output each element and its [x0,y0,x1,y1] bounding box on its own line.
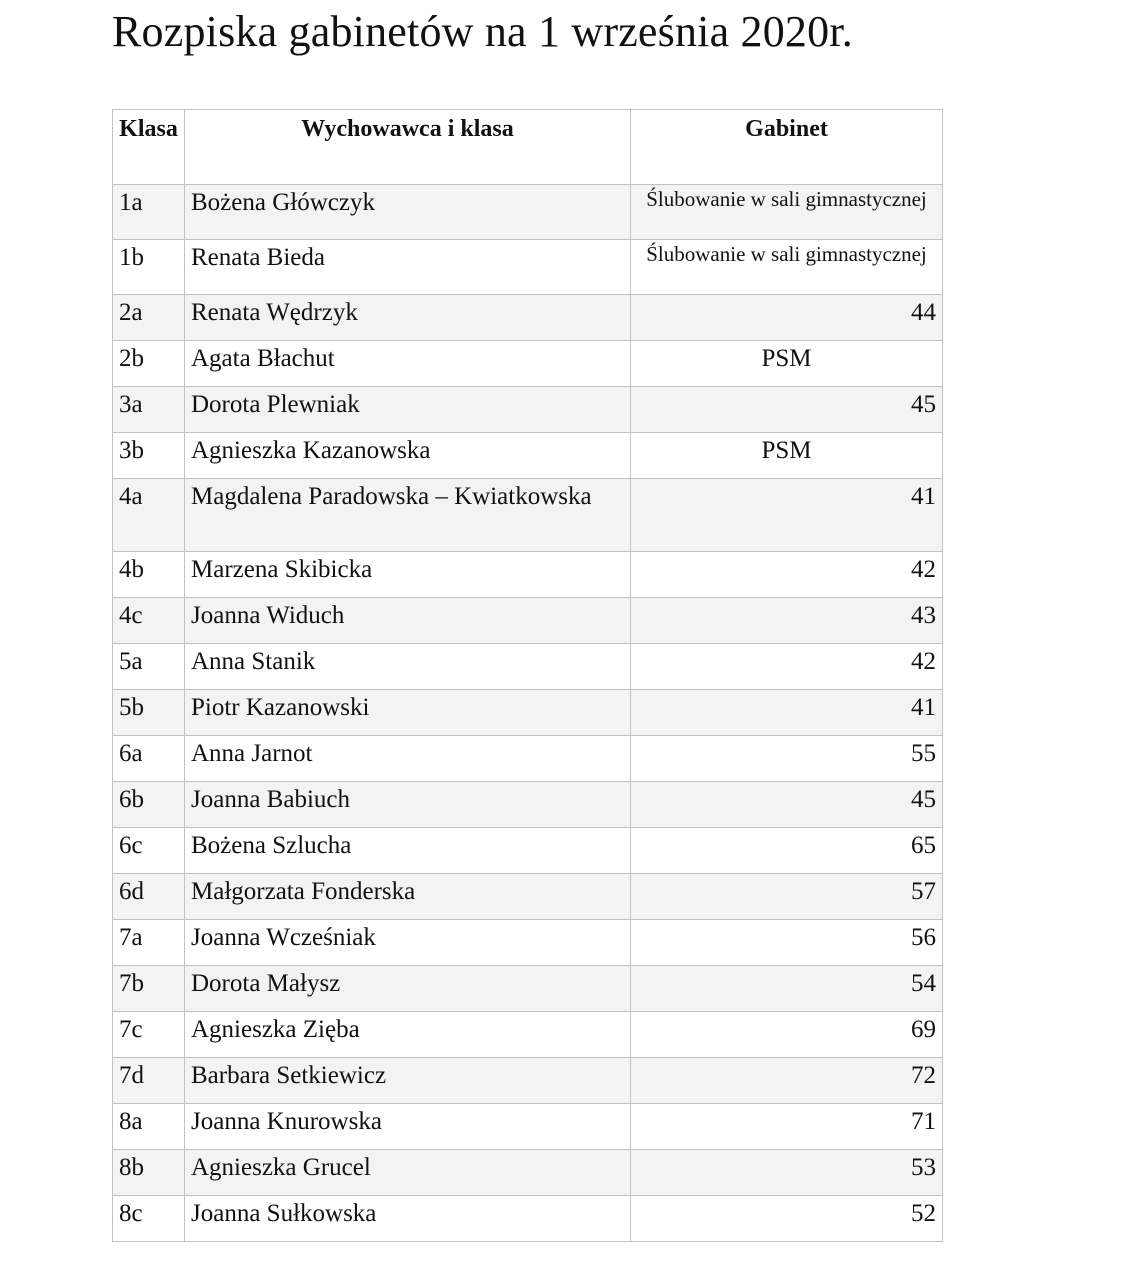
cell-klasa: 6a [113,736,185,782]
cell-wychowawca: Joanna Widuch [185,598,631,644]
cell-wychowawca: Anna Jarnot [185,736,631,782]
table-row [113,736,943,782]
header-gabinet: Gabinet [631,110,943,185]
table-row [113,240,943,295]
cell-wychowawca: Barbara Setkiewicz [185,1058,631,1104]
cell-wychowawca: Dorota Małysz [185,966,631,1012]
header-klasa: Klasa [113,110,185,185]
table-row [113,1150,943,1196]
cell-klasa: 5b [113,690,185,736]
table-row [113,341,943,387]
cell-wychowawca: Joanna Sułkowska [185,1196,631,1242]
cell-wychowawca: Piotr Kazanowski [185,690,631,736]
cell-wychowawca: Agata Błachut [185,341,631,387]
cell-klasa: 3b [113,433,185,479]
table-row [113,644,943,690]
table-row [113,1012,943,1058]
cell-wychowawca: Renata Bieda [185,240,631,295]
cell-wychowawca: Agnieszka Zięba [185,1012,631,1058]
cell-wychowawca: Dorota Plewniak [185,387,631,433]
table-row [113,828,943,874]
cell-klasa: 2b [113,341,185,387]
cell-wychowawca: Marzena Skibicka [185,552,631,598]
cell-gabinet: 44 [631,295,943,341]
cell-klasa: 8b [113,1150,185,1196]
cell-gabinet: 72 [631,1058,943,1104]
cell-gabinet: 41 [631,690,943,736]
cell-wychowawca: Magdalena Paradowska – Kwiatkowska [185,479,631,552]
table-body [113,185,943,1242]
cell-gabinet: Ślubowanie w sali gimnastycznej [631,240,943,295]
cell-gabinet: 53 [631,1150,943,1196]
cell-gabinet: PSM [631,341,943,387]
cell-gabinet: 42 [631,552,943,598]
cell-gabinet: 69 [631,1012,943,1058]
cell-klasa: 3a [113,387,185,433]
table-row [113,966,943,1012]
table-row [113,874,943,920]
table-row [113,552,943,598]
cell-klasa: 6c [113,828,185,874]
cell-gabinet: 52 [631,1196,943,1242]
cell-klasa: 1b [113,240,185,295]
table-row [113,295,943,341]
cell-klasa: 6d [113,874,185,920]
classroom-table [112,109,943,1242]
cell-gabinet: PSM [631,433,943,479]
table-row [113,433,943,479]
cell-klasa: 7a [113,920,185,966]
cell-wychowawca: Agnieszka Kazanowska [185,433,631,479]
cell-wychowawca: Renata Wędrzyk [185,295,631,341]
table-row [113,479,943,552]
cell-klasa: 7c [113,1012,185,1058]
cell-gabinet: 56 [631,920,943,966]
table-row [113,690,943,736]
table-row [113,1104,943,1150]
cell-klasa: 4c [113,598,185,644]
cell-wychowawca: Joanna Knurowska [185,1104,631,1150]
cell-gabinet: 65 [631,828,943,874]
cell-klasa: 2a [113,295,185,341]
cell-klasa: 7d [113,1058,185,1104]
cell-wychowawca: Bożena Główczyk [185,185,631,240]
table-row [113,387,943,433]
table-row [113,920,943,966]
cell-gabinet: 42 [631,644,943,690]
header-wychowawca: Wychowawca i klasa [185,110,631,185]
cell-klasa: 4a [113,479,185,552]
cell-wychowawca: Anna Stanik [185,644,631,690]
cell-wychowawca: Małgorzata Fonderska [185,874,631,920]
cell-klasa: 7b [113,966,185,1012]
cell-wychowawca: Joanna Babiuch [185,782,631,828]
cell-gabinet: 54 [631,966,943,1012]
table-row [113,185,943,240]
table-row [113,1196,943,1242]
cell-klasa: 8c [113,1196,185,1242]
cell-gabinet: 57 [631,874,943,920]
cell-wychowawca: Joanna Wcześniak [185,920,631,966]
cell-wychowawca: Agnieszka Grucel [185,1150,631,1196]
page-title: Rozpiska gabinetów na 1 września 2020r. [112,7,853,56]
cell-gabinet: 45 [631,387,943,433]
cell-klasa: 1a [113,185,185,240]
table-row [113,1058,943,1104]
cell-gabinet: 45 [631,782,943,828]
cell-gabinet: Ślubowanie w sali gimnastycznej [631,185,943,240]
cell-klasa: 6b [113,782,185,828]
cell-klasa: 5a [113,644,185,690]
cell-klasa: 4b [113,552,185,598]
cell-gabinet: 43 [631,598,943,644]
table-row [113,782,943,828]
table-header-row [113,110,943,185]
cell-gabinet: 55 [631,736,943,782]
table-row [113,598,943,644]
cell-wychowawca: Bożena Szlucha [185,828,631,874]
cell-klasa: 8a [113,1104,185,1150]
cell-gabinet: 41 [631,479,943,552]
cell-gabinet: 71 [631,1104,943,1150]
